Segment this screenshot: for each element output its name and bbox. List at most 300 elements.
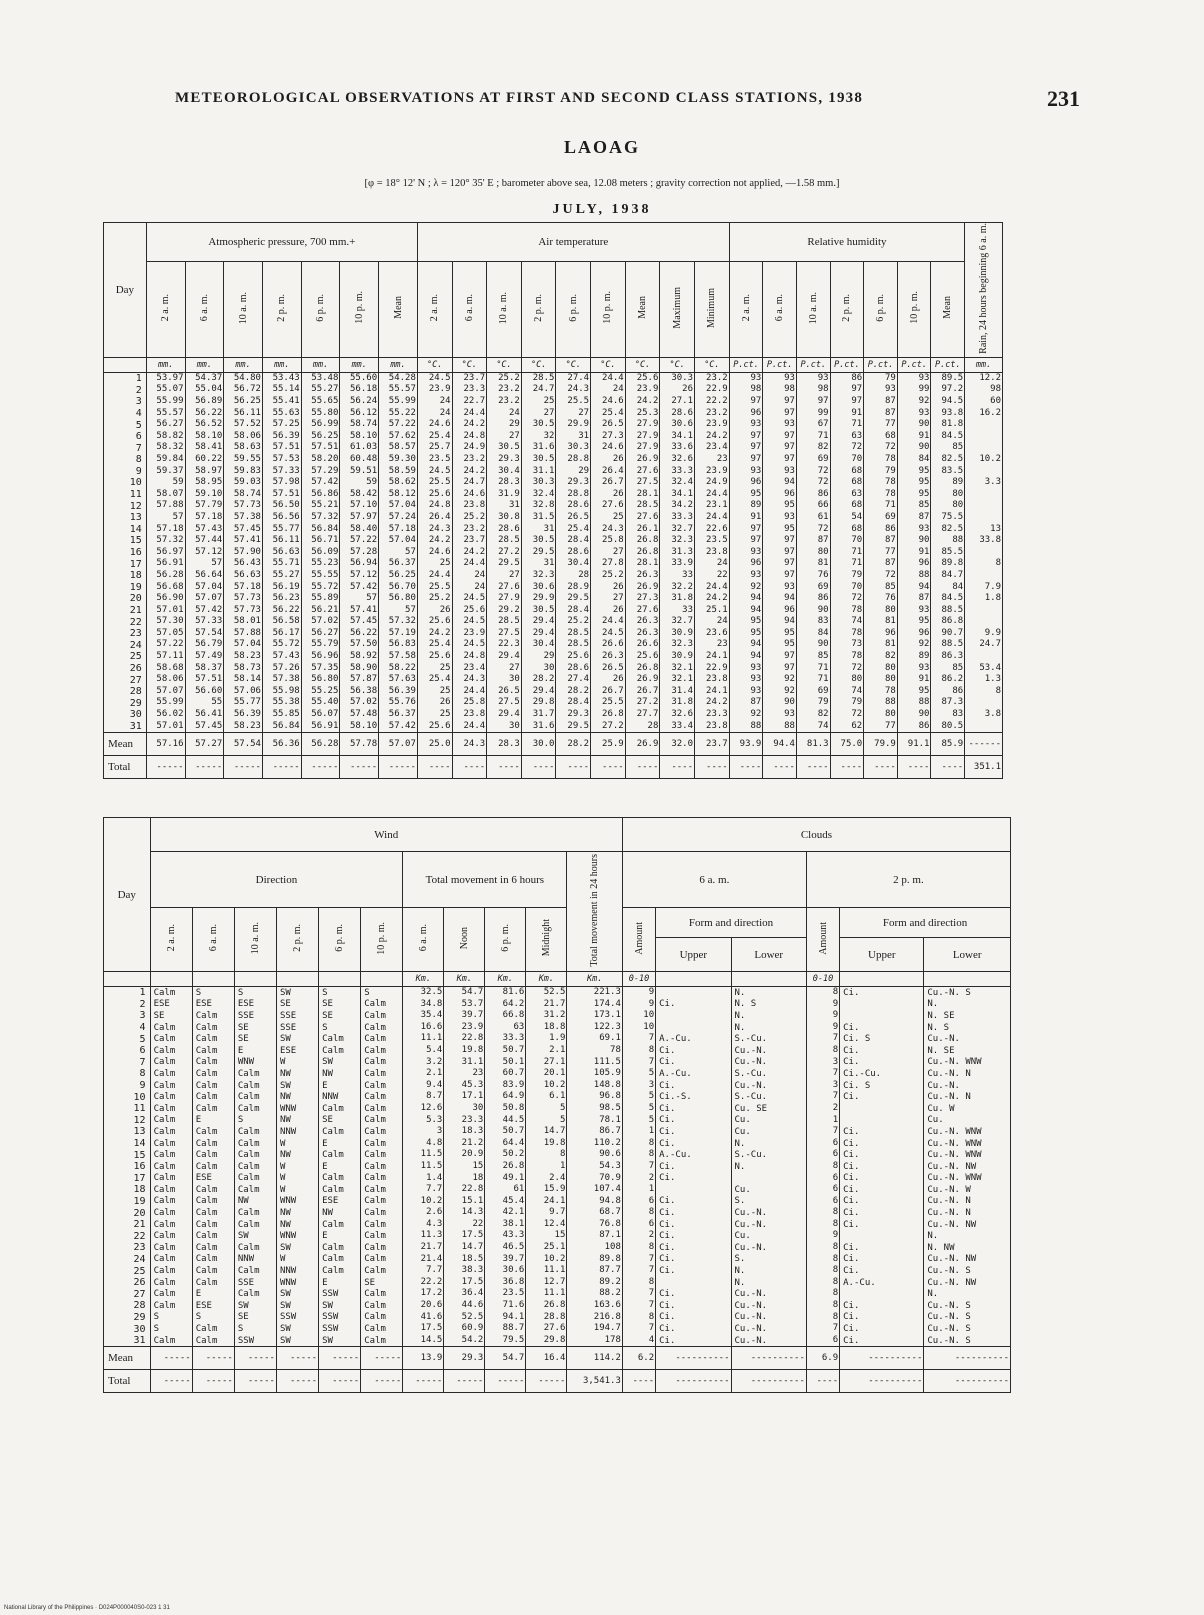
data-cell: 53.97 <box>146 372 185 384</box>
data-cell: 56.22 <box>340 628 379 640</box>
data-cell: 57.32 <box>146 535 185 547</box>
wind-movement-cell: 87.1 <box>567 1230 623 1242</box>
day-number: 30 <box>104 709 147 721</box>
data-cell: 99 <box>796 408 830 420</box>
data-cell: 24 <box>591 384 626 396</box>
data-cell: 93 <box>763 466 797 478</box>
wind-direction-cell: W <box>276 1254 318 1266</box>
data-cell: 24.3 <box>452 674 487 686</box>
data-cell: 24.2 <box>452 466 487 478</box>
data-cell: 24.4 <box>695 489 730 501</box>
cloud-form-cell: A.-Cu. <box>656 1068 731 1080</box>
data-cell: 86.8 <box>931 616 965 628</box>
data-cell: 55.27 <box>301 384 340 396</box>
data-cell: 97 <box>763 570 797 582</box>
cloud-form-cell: Ci. <box>840 1254 924 1266</box>
wind-movement-cell: 60.9 <box>444 1323 485 1335</box>
summary-cell: ----- <box>319 1370 361 1393</box>
wind-movement-cell: 78 <box>567 1045 623 1057</box>
station-name: LAOAG <box>563 137 640 157</box>
cloud-amount-cell: 9 <box>806 1010 839 1022</box>
data-cell: 24.4 <box>452 558 487 570</box>
top-col-header <box>521 261 556 357</box>
cloud-form-cell <box>656 1022 731 1034</box>
data-cell: 30.4 <box>556 558 591 570</box>
cloud-form-cell: Cu.-N. <box>731 1288 806 1300</box>
data-cell: 57.48 <box>340 709 379 721</box>
data-cell: 25.2 <box>452 512 487 524</box>
day-number: 8 <box>104 1068 151 1080</box>
data-cell: 26.9 <box>625 674 660 686</box>
unit-label: mm. <box>185 357 224 372</box>
data-cell: 25.6 <box>625 372 660 384</box>
top-col-header-text: 6 p. m. <box>875 293 887 322</box>
data-cell: 91 <box>729 512 763 524</box>
summary-cell: 3,541.3 <box>567 1370 623 1393</box>
wind-movement-cell: 98.5 <box>567 1103 623 1115</box>
table-row <box>104 535 1003 547</box>
data-cell: 58.92 <box>340 651 379 663</box>
wind-movement-cell: 15.9 <box>526 1184 567 1196</box>
data-cell: 87 <box>729 697 763 709</box>
data-cell: 97 <box>796 396 830 408</box>
data-cell: 56.89 <box>185 396 224 408</box>
data-cell: 28.6 <box>556 500 591 512</box>
data-cell: 24.7 <box>521 384 556 396</box>
cloud-amount-cell: 6 <box>622 1196 655 1208</box>
unit-label: °C. <box>660 357 695 372</box>
data-cell: 24.5 <box>417 372 452 384</box>
wind-movement-cell: 21.7 <box>403 1242 444 1254</box>
table-row <box>104 1080 1011 1092</box>
summary-cell: 114.2 <box>567 1347 623 1370</box>
data-cell: 57.41 <box>340 605 379 617</box>
data-cell: 72 <box>830 663 864 675</box>
data-cell: 26.8 <box>591 709 626 721</box>
data-cell: 24.3 <box>556 384 591 396</box>
cloud-amount-cell: 9 <box>806 999 839 1011</box>
data-cell: 24.4 <box>695 512 730 524</box>
data-cell: 26 <box>591 582 626 594</box>
data-cell: 96 <box>729 477 763 489</box>
table-row <box>104 1138 1011 1150</box>
data-cell: 94 <box>729 651 763 663</box>
data-cell: 26.9 <box>625 454 660 466</box>
cloud-form-cell: N. <box>731 1138 806 1150</box>
cloud-form-cell: Ci. <box>840 1312 924 1324</box>
data-cell: 87.3 <box>931 697 965 709</box>
data-cell: 59 <box>340 477 379 489</box>
data-cell: 28.5 <box>556 639 591 651</box>
data-cell: 27.5 <box>487 697 522 709</box>
wind-direction-cell: Calm <box>361 1265 403 1277</box>
data-cell: 58.62 <box>379 477 418 489</box>
data-cell: 57.45 <box>340 616 379 628</box>
cloud-amount-cell: 5 <box>622 1091 655 1103</box>
cloud-amount-cell: 8 <box>806 1277 839 1289</box>
day-header-bottom: Day <box>104 818 151 972</box>
day-number: 25 <box>104 1265 151 1277</box>
wind-direction-cell: Calm <box>192 1080 234 1092</box>
data-cell: 95 <box>897 686 931 698</box>
day-number: 22 <box>104 1230 151 1242</box>
data-cell: 57.04 <box>379 535 418 547</box>
data-cell: 31 <box>556 431 591 443</box>
summary-cell: 57.78 <box>340 733 379 756</box>
bottom-total-row <box>104 1370 1011 1393</box>
wind-direction-cell: W <box>276 1184 318 1196</box>
data-cell: 27.1 <box>660 396 695 408</box>
row-label: Mean <box>104 733 147 756</box>
data-cell: 30.4 <box>521 639 556 651</box>
wind-direction-cell: Calm <box>361 1022 403 1034</box>
data-cell <box>965 431 1003 443</box>
data-cell: 24.2 <box>695 593 730 605</box>
data-cell: 32.3 <box>660 535 695 547</box>
data-cell: 25.2 <box>487 372 522 384</box>
data-cell: 25.8 <box>452 697 487 709</box>
cloud-form-cell: Ci. <box>656 1161 731 1173</box>
wind-movement-cell: 178 <box>567 1335 623 1347</box>
cloud-form-cell: Cu. <box>731 1230 806 1242</box>
top-col-header-text: 2 a. m. <box>740 294 752 322</box>
day-number: 4 <box>104 1022 151 1034</box>
data-cell: 23.9 <box>625 384 660 396</box>
data-cell: 32 <box>521 431 556 443</box>
data-cell: 57.98 <box>262 477 301 489</box>
data-cell: 31 <box>521 558 556 570</box>
summary-cell: 79.9 <box>864 733 898 756</box>
wind-movement-cell: 53.7 <box>444 999 485 1011</box>
data-cell: 93 <box>897 605 931 617</box>
data-cell: 22.3 <box>487 639 522 651</box>
data-cell: 25 <box>521 396 556 408</box>
data-cell: 23.2 <box>452 454 487 466</box>
data-cell: 79 <box>864 466 898 478</box>
cloud-amount-cell: 4 <box>622 1335 655 1347</box>
wind-movement-cell: 28.8 <box>526 1312 567 1324</box>
data-cell: 57.30 <box>146 616 185 628</box>
wind-direction-cell: Calm <box>361 1068 403 1080</box>
data-cell: 57.42 <box>379 721 418 733</box>
archive-source-line: National Library of the Philippines · D024P000040S0-023 1 31 <box>4 1605 170 1611</box>
wind-movement-cell: 18.3 <box>444 1126 485 1138</box>
form-6am-header: Form and direction <box>656 908 807 938</box>
data-cell: 57.25 <box>262 419 301 431</box>
data-cell: 58.95 <box>185 477 224 489</box>
cloud-form-cell: Ci. <box>656 1288 731 1300</box>
data-cell: 24.4 <box>452 721 487 733</box>
data-cell: 59.10 <box>185 489 224 501</box>
table-row <box>104 1288 1011 1300</box>
data-cell: 90 <box>897 535 931 547</box>
data-cell: 55.99 <box>146 697 185 709</box>
data-cell: 31.9 <box>487 489 522 501</box>
cloud-form-cell: N. SE <box>924 1010 1011 1022</box>
wind-movement-cell: 50.1 <box>485 1057 526 1069</box>
data-cell: 85.5 <box>931 547 965 559</box>
summary-cell: ----- <box>150 1370 192 1393</box>
wind-direction-cell: Calm <box>361 1219 403 1231</box>
data-cell: 27.9 <box>625 419 660 431</box>
data-cell: 85 <box>931 663 965 675</box>
data-cell: 27 <box>487 431 522 443</box>
data-cell: 26.3 <box>625 616 660 628</box>
data-cell: 96 <box>897 558 931 570</box>
data-cell: 58.06 <box>224 431 263 443</box>
data-cell: 55.23 <box>301 558 340 570</box>
unit-label: °C. <box>452 357 487 372</box>
data-cell: 80 <box>864 674 898 686</box>
wind-direction-cell: Calm <box>150 1265 192 1277</box>
bottom-col-header-text: 10 a. m. <box>249 921 261 955</box>
data-cell: 80 <box>830 674 864 686</box>
day-number: 18 <box>104 570 147 582</box>
data-cell: 72 <box>864 570 898 582</box>
top-col-header-text: 2 p. m. <box>276 293 288 322</box>
wind-direction-cell: SSE <box>276 1022 318 1034</box>
data-cell: 88 <box>729 721 763 733</box>
cloud-form-cell: Ci. <box>656 1335 731 1347</box>
data-cell: 30.6 <box>521 582 556 594</box>
data-cell: 90 <box>897 442 931 454</box>
data-cell: 24.2 <box>417 535 452 547</box>
summary-cell: ---- <box>660 756 695 779</box>
summary-cell: ---- <box>796 756 830 779</box>
data-cell <box>965 651 1003 663</box>
wind-direction-cell: SW <box>234 1300 276 1312</box>
top-col-header-text: 10 p. m. <box>908 291 920 325</box>
cloud-form-cell: Ci. <box>656 1057 731 1069</box>
top-col-header-text: 10 p. m. <box>602 291 614 325</box>
day-number: 17 <box>104 1173 151 1185</box>
bottom-col-header-text: 6 a. m. <box>417 924 429 952</box>
wind-direction-cell: SW <box>319 1335 361 1347</box>
data-cell: 55.25 <box>301 686 340 698</box>
data-cell: 23.5 <box>695 535 730 547</box>
data-cell: 27.6 <box>591 500 626 512</box>
top-mean-row <box>104 733 1003 756</box>
cloud-form-cell: Cu.-N. S <box>924 1323 1011 1335</box>
table-row <box>104 1242 1011 1254</box>
day-number: 21 <box>104 605 147 617</box>
wind-direction-cell: ESE <box>234 999 276 1011</box>
cloud-form-cell: Ci. <box>840 1045 924 1057</box>
wind-direction-cell: Calm <box>319 1103 361 1115</box>
summary-cell: ---- <box>897 756 931 779</box>
wind-movement-cell: 22.2 <box>403 1277 444 1289</box>
data-cell: 26.5 <box>487 686 522 698</box>
wind-direction-cell: Calm <box>150 1045 192 1057</box>
data-cell: 57.43 <box>185 524 224 536</box>
movement-24h-text: Total movement in 24 hours <box>589 853 601 967</box>
cloud-form-cell: Cu.-N. N <box>924 1091 1011 1103</box>
movement-24h-header <box>567 852 623 972</box>
data-cell: 33.8 <box>965 535 1003 547</box>
wind-movement-cell: 2.1 <box>403 1068 444 1080</box>
bottom-col-header <box>276 908 318 972</box>
data-cell: 66 <box>796 500 830 512</box>
wind-direction-cell: Calm <box>361 1103 403 1115</box>
data-cell: 33.3 <box>660 466 695 478</box>
data-cell: 57.45 <box>185 721 224 733</box>
data-cell: 29.5 <box>556 721 591 733</box>
data-cell: 81 <box>796 558 830 570</box>
data-cell: 27.9 <box>487 593 522 605</box>
cloud-form-cell: Ci. <box>840 1138 924 1150</box>
data-cell: 90 <box>796 639 830 651</box>
data-cell: 26.7 <box>591 686 626 698</box>
wind-direction-cell: Calm <box>150 1230 192 1242</box>
data-cell: 56.25 <box>301 431 340 443</box>
data-cell: 86 <box>931 686 965 698</box>
data-cell: 26.4 <box>591 466 626 478</box>
data-cell: 85 <box>796 651 830 663</box>
data-cell: 69 <box>796 582 830 594</box>
table-row <box>104 1323 1011 1335</box>
data-cell: 56.25 <box>224 396 263 408</box>
cloud-form-cell: Ci. <box>656 1219 731 1231</box>
data-cell: 56.96 <box>301 651 340 663</box>
data-cell: 77 <box>864 721 898 733</box>
data-cell: 24.6 <box>591 396 626 408</box>
wind-direction-cell: S <box>192 1312 234 1324</box>
cloud-amount-cell: 10 <box>622 1022 655 1034</box>
wind-movement-cell: 122.3 <box>567 1022 623 1034</box>
cloud-form-cell: Cu.-N. <box>731 1080 806 1092</box>
wind-direction-cell: Calm <box>192 1265 234 1277</box>
data-cell: 56.52 <box>185 419 224 431</box>
wind-movement-cell: 31.1 <box>444 1057 485 1069</box>
cloud-amount-cell: 9 <box>806 1230 839 1242</box>
day-number: 31 <box>104 1335 151 1347</box>
cloud-form-cell: Ci. <box>840 1196 924 1208</box>
wind-direction-cell: Calm <box>361 1207 403 1219</box>
table-row <box>104 442 1003 454</box>
data-cell: 56.37 <box>379 558 418 570</box>
data-cell: 56.84 <box>262 721 301 733</box>
data-cell: 87 <box>864 396 898 408</box>
cloud-form-cell: Ci. <box>656 1312 731 1324</box>
data-cell: 57.07 <box>185 593 224 605</box>
data-cell: 71 <box>796 663 830 675</box>
data-cell: 57.33 <box>185 616 224 628</box>
cloud-form-cell: Ci.-S. <box>656 1091 731 1103</box>
data-cell: 24 <box>417 408 452 420</box>
data-cell: 27.9 <box>625 431 660 443</box>
data-cell: 92 <box>763 674 797 686</box>
units-spacer <box>192 972 234 987</box>
unit-label: mm. <box>224 357 263 372</box>
day-number: 19 <box>104 582 147 594</box>
data-cell: 56.18 <box>340 384 379 396</box>
cloud-amount-cell: 7 <box>806 1068 839 1080</box>
table-row <box>104 1057 1011 1069</box>
wind-movement-cell: 39.7 <box>485 1254 526 1266</box>
wind-direction-cell: Calm <box>234 1068 276 1080</box>
wind-direction-cell: Calm <box>234 1242 276 1254</box>
wind-movement-cell: 44.5 <box>485 1115 526 1127</box>
data-cell: 84.7 <box>931 570 965 582</box>
cloud-form-cell <box>840 999 924 1011</box>
data-cell: 23 <box>695 639 730 651</box>
bottom-col-header-text: 10 p. m. <box>376 921 388 955</box>
data-cell: 24 <box>695 558 730 570</box>
cloud-form-cell: S.-Cu. <box>731 1068 806 1080</box>
data-cell: 10.2 <box>965 454 1003 466</box>
top-col-header-text: Minimum <box>706 287 718 328</box>
cloud-amount-cell: 7 <box>622 1300 655 1312</box>
data-cell: 27.5 <box>487 628 522 640</box>
wind-direction-cell: Calm <box>192 1335 234 1347</box>
summary-cell: ----- <box>185 756 224 779</box>
data-cell: 56.83 <box>379 639 418 651</box>
data-cell: 56.60 <box>185 686 224 698</box>
wind-direction-cell: SE <box>234 1033 276 1045</box>
data-cell: 80.5 <box>931 721 965 733</box>
bottom-col-header <box>444 908 485 972</box>
data-cell: 31.4 <box>660 686 695 698</box>
cloud-amount-cell: 6 <box>806 1138 839 1150</box>
data-cell: 54.28 <box>379 372 418 384</box>
data-cell: 72 <box>830 442 864 454</box>
bottom-col-header-text: 6 p. m. <box>499 924 511 952</box>
wind-direction-cell: Calm <box>150 1033 192 1045</box>
summary-cell: 30.0 <box>521 733 556 756</box>
day-number: 8 <box>104 454 147 466</box>
wind-direction-cell: Calm <box>150 1057 192 1069</box>
data-cell: 29.5 <box>487 558 522 570</box>
table-row <box>104 674 1003 686</box>
data-cell: 55.27 <box>262 570 301 582</box>
data-cell: 27.2 <box>487 547 522 559</box>
data-cell: 97 <box>729 396 763 408</box>
data-cell: 24 <box>452 570 487 582</box>
data-cell: 89 <box>931 477 965 489</box>
wind-direction-cell: Calm <box>319 1219 361 1231</box>
day-number: 26 <box>104 1277 151 1289</box>
wind-movement-cell: 83.9 <box>485 1080 526 1092</box>
wind-direction-cell: Calm <box>150 1335 192 1347</box>
data-cell: 93 <box>729 674 763 686</box>
wind-movement-cell: 15 <box>444 1161 485 1173</box>
top-col-header <box>796 261 830 357</box>
wind-direction-cell: SSW <box>276 1312 318 1324</box>
data-cell: 57.32 <box>379 616 418 628</box>
wind-direction-cell: Calm <box>150 1126 192 1138</box>
data-cell: 24.3 <box>591 524 626 536</box>
wind-direction-cell: Calm <box>361 1300 403 1312</box>
data-cell: 57.42 <box>340 582 379 594</box>
top-col-header <box>897 261 931 357</box>
data-cell: 82 <box>864 651 898 663</box>
data-cell: 95 <box>729 489 763 501</box>
data-cell: 57.26 <box>262 663 301 675</box>
data-cell: 55.71 <box>262 558 301 570</box>
unit-label: °C. <box>521 357 556 372</box>
data-cell: 29.4 <box>487 709 522 721</box>
data-cell: 3.3 <box>965 477 1003 489</box>
data-cell: 58.23 <box>224 721 263 733</box>
data-cell: 57.44 <box>185 535 224 547</box>
wind-movement-cell: 6.1 <box>526 1091 567 1103</box>
data-cell: 58.63 <box>224 442 263 454</box>
top-col-header <box>146 261 185 357</box>
wind-direction-cell: Calm <box>319 1184 361 1196</box>
bottom-col-header <box>234 908 276 972</box>
data-cell: 83 <box>796 616 830 628</box>
wind-movement-cell: 9.4 <box>403 1080 444 1092</box>
